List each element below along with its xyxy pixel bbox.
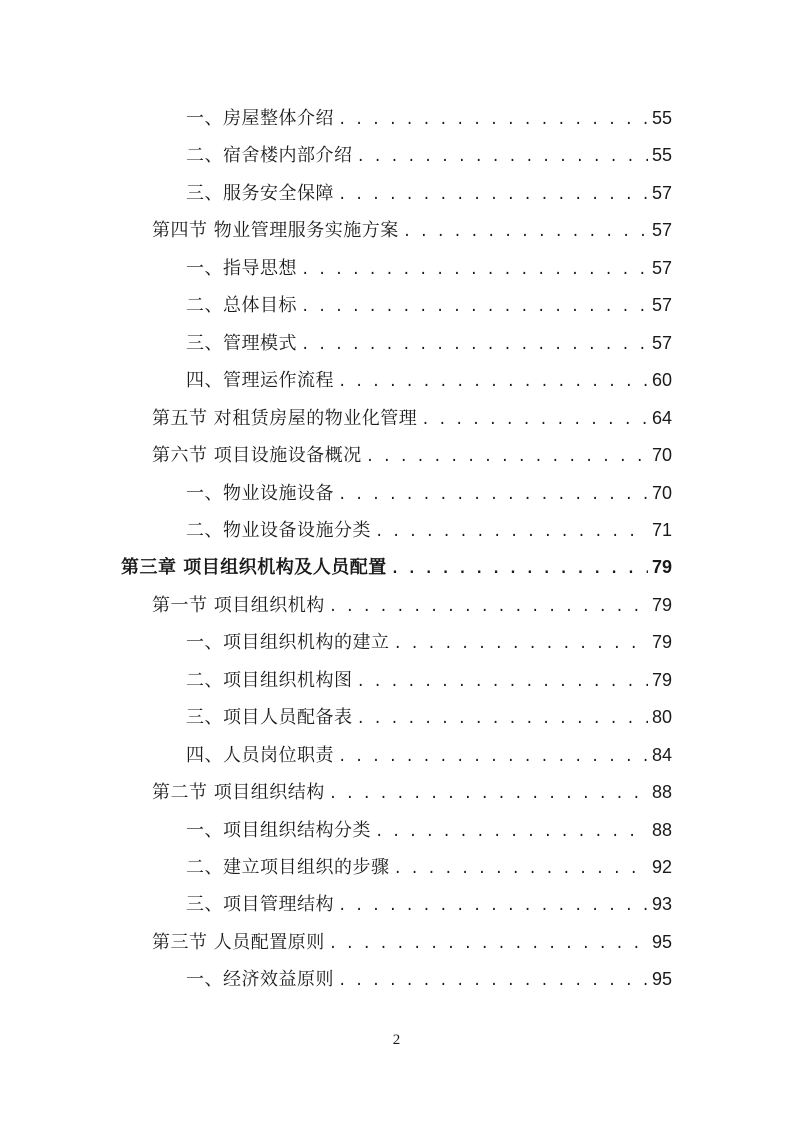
toc-entry-page: 57 [651,182,672,203]
toc-dot-leader [366,443,648,471]
toc-entry-title: 三、项目人员配备表 [186,707,353,729]
toc-subsection-entry[interactable] [186,179,672,207]
toc-entry-page: 55 [651,108,672,128]
toc-entry-page: 95 [651,931,672,952]
toc-dot-leader [375,518,648,546]
toc-dot-leader [329,593,648,621]
toc-entry-title: 二、物业设备设施分类 [186,519,371,541]
toc-subsection-entry[interactable] [186,703,672,731]
toc-dot-leader [357,143,648,171]
toc-entry-title: 第一节 项目组织机构 [152,594,325,616]
toc-subsection-entry[interactable] [186,479,672,507]
toc-entry-page: 93 [651,894,672,915]
toc-entry-title: 一、物业设施设备 [186,482,334,504]
toc-entry-title: 二、总体目标 [186,295,297,317]
toc-section-entry[interactable] [152,928,672,956]
toc-entry-title: 一、经济效益原则 [186,969,334,991]
toc-entry-title: 第三节 人员配置原则 [152,931,325,953]
toc-entry-page: 88 [651,819,672,840]
toc-dot-leader [338,892,648,920]
toc-section-entry[interactable] [152,778,672,806]
toc-entry-title: 三、管理模式 [186,332,297,354]
toc-entry-title: 二、宿舍楼内部介绍 [186,145,353,167]
toc-subsection-entry[interactable] [186,366,672,394]
toc-entry-page: 55 [651,145,672,166]
toc-entry-title: 二、建立项目组织的步骤 [186,857,390,878]
toc-entry-title: 第三章 项目组织机构及人员配置 [121,557,387,579]
toc-entry-title: 一、指导思想 [186,257,297,279]
toc-entry-page: 60 [651,370,672,391]
toc-entry-page: 95 [651,969,672,990]
page-number: 2 [392,1032,401,1048]
toc-subsection-entry[interactable] [186,291,672,319]
toc-dot-leader [357,705,648,733]
toc-dot-leader [301,293,648,321]
toc-entry-page: 79 [651,557,672,578]
toc-dot-leader [391,555,648,583]
toc-entry-page: 92 [651,857,672,877]
toc-subsection-entry[interactable] [186,141,672,169]
toc-entry-title: 四、管理运作流程 [186,370,334,392]
toc-dot-leader [329,780,648,808]
toc-entry-title: 三、服务安全保障 [186,182,334,204]
toc-entry-title: 第二节 项目组织结构 [152,782,325,804]
toc-subsection-entry[interactable] [186,965,672,993]
toc-entry-page: 57 [651,220,672,241]
toc-dot-leader [338,106,648,134]
toc-dot-leader [394,855,648,883]
toc-entry-title: 四、人员岗位职责 [186,744,334,766]
toc-subsection-entry[interactable] [186,329,672,357]
toc-dot-leader [338,368,648,396]
toc-dot-leader [338,481,648,509]
toc-section-entry[interactable] [152,441,672,469]
toc-entry-page: 64 [651,407,672,428]
toc-entry-page: 57 [651,332,672,353]
toc-entry-page: 70 [651,445,672,466]
toc-dot-leader [301,256,648,284]
toc-entry-title: 二、项目组织机构图 [186,669,353,691]
toc-dot-leader [403,218,648,246]
toc-entry-title: 一、项目组织结构分类 [186,819,371,841]
toc-subsection-entry[interactable] [186,741,672,769]
toc-entry-title: 第五节 对租赁房屋的物业化管理 [152,407,418,429]
toc-entry-title: 一、项目组织机构的建立 [186,632,390,654]
toc-dot-leader [375,818,648,846]
toc-dot-leader [357,668,648,696]
toc-subsection-entry[interactable] [186,816,672,844]
toc-entry-page: 71 [651,519,672,540]
toc-entry-title: 一、房屋整体介绍 [186,108,334,129]
toc-dot-leader [394,630,648,658]
toc-subsection-entry[interactable] [186,254,672,282]
toc-subsection-entry[interactable] [186,853,672,881]
toc-entry-page: 57 [651,257,672,278]
toc-subsection-entry[interactable] [186,516,672,544]
toc-subsection-entry[interactable] [186,666,672,694]
toc-section-entry[interactable] [152,216,672,244]
toc-entry-page: 80 [651,707,672,728]
toc-entry-page: 79 [651,594,672,615]
toc-section-entry[interactable] [152,404,672,432]
toc-dot-leader [338,743,648,771]
toc-dot-leader [329,930,648,958]
toc-entry-page: 79 [651,632,672,653]
toc-dot-leader [301,331,648,359]
toc-dot-leader [338,967,648,995]
toc-chapter-entry[interactable] [121,553,672,581]
toc-entry-page: 70 [651,482,672,503]
toc-dot-leader [338,181,648,209]
toc-entry-title: 第六节 项目设施设备概况 [152,445,362,467]
toc-entry-title: 三、项目管理结构 [186,894,334,916]
toc-entry-page: 84 [651,744,672,765]
toc-dot-leader [421,406,648,434]
toc-subsection-entry[interactable] [186,628,672,656]
toc-entry-page: 57 [651,295,672,316]
toc-entry-page: 88 [651,782,672,803]
toc-subsection-entry[interactable] [186,104,672,132]
toc-section-entry[interactable] [152,591,672,619]
toc-subsection-entry[interactable] [186,890,672,918]
toc-entry-title: 第四节 物业管理服务实施方案 [152,220,399,242]
toc-entry-page: 79 [651,669,672,690]
